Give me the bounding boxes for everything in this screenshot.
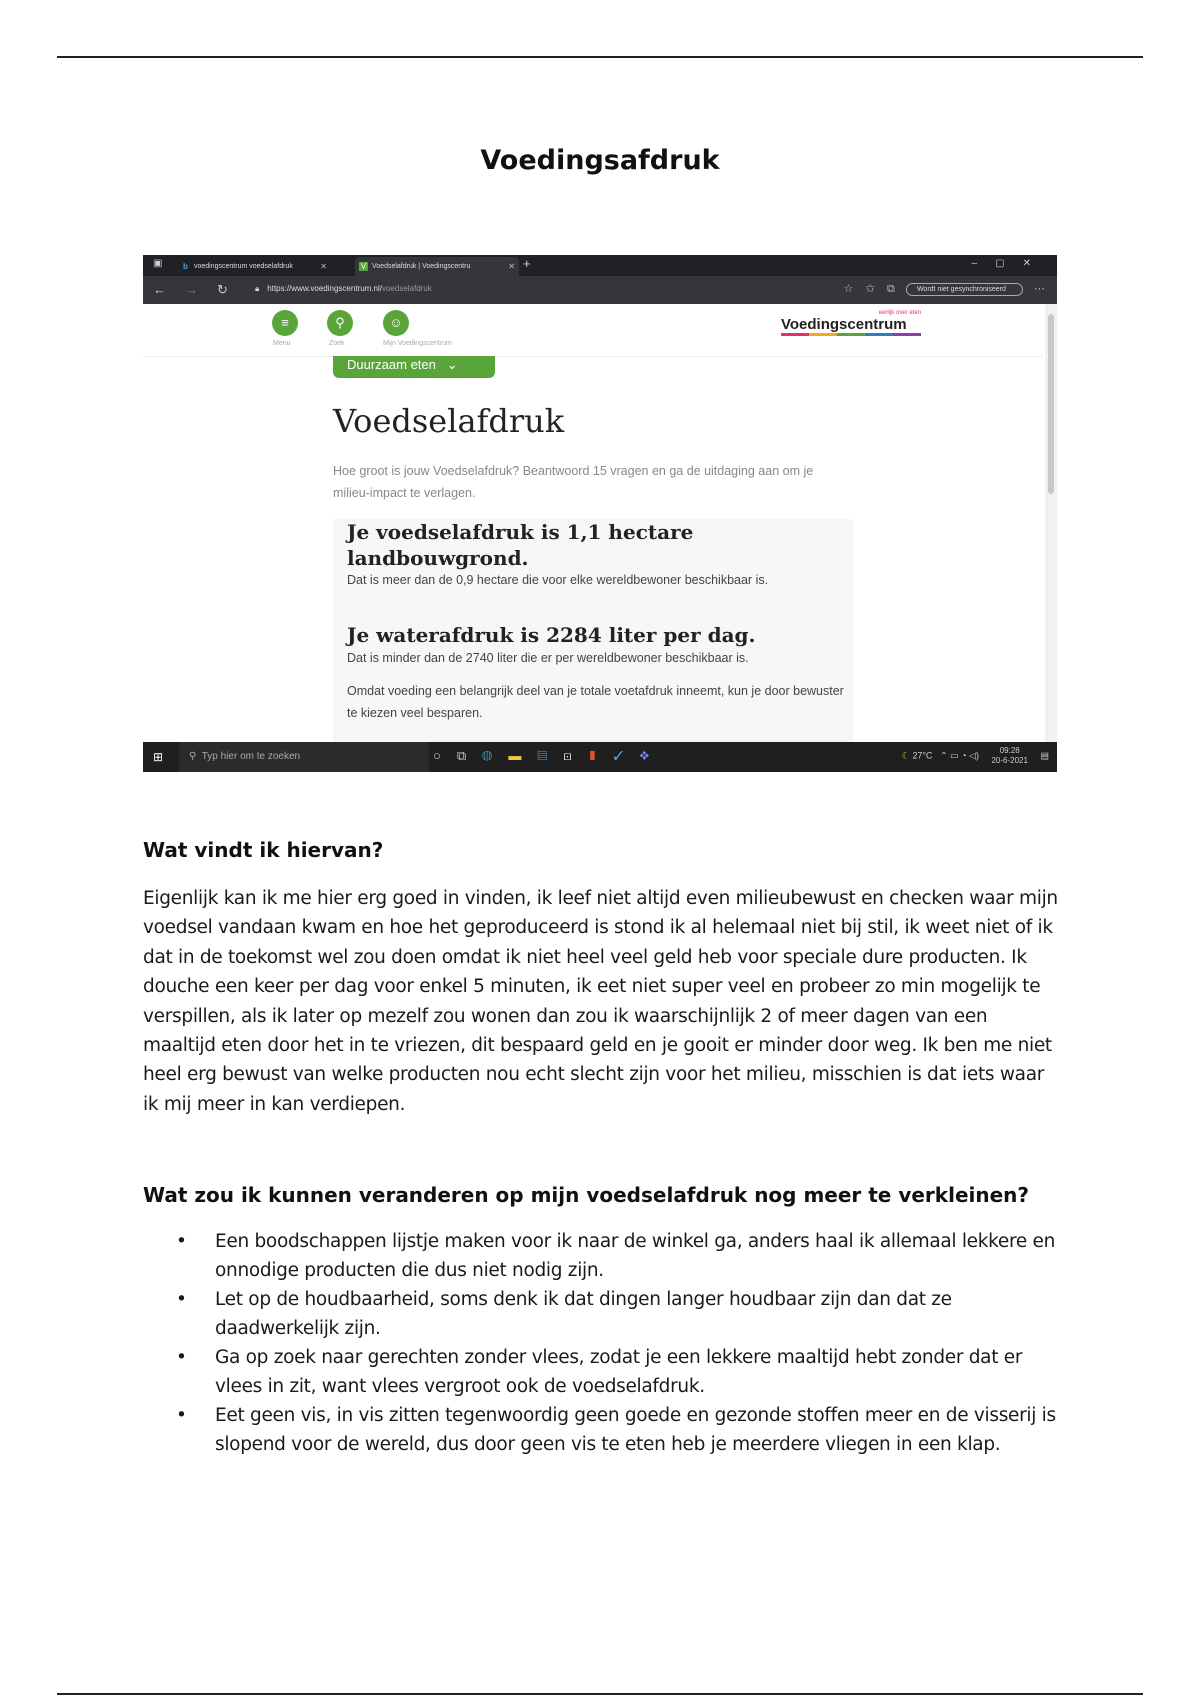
result-heading-land: Je voedselafdruk is 1,1 hectare landbouwgrond.	[347, 520, 694, 570]
office-icon[interactable]: ▮	[587, 748, 614, 763]
tab-actions-icon[interactable]: ▣	[153, 258, 163, 269]
lock-icon: 🔒︎	[255, 284, 260, 293]
chevron-down-icon: ⌄	[446, 357, 458, 372]
taskbar-app-icons[interactable]: ○⧉◍▬▤⊡▮✓❖	[433, 748, 666, 763]
result-text-land: Dat is meer dan de 0,9 hectare die voor elke wereldbewoner beschikbaar is.	[347, 573, 769, 587]
windows-taskbar	[143, 742, 1057, 772]
list-item-text: Ga op zoek naar gerechten zonder vlees, zodat je een lekkere maaltijd hebt zonder dat er vlees in zit, want vlees vergroot ook de voedselafdruk.	[215, 1347, 1023, 1397]
close-icon[interactable]: ✕	[508, 262, 515, 271]
clock-date: 20-6-2021	[991, 756, 1028, 765]
sync-button[interactable]: Wordt niet gesynchroniseerd	[906, 283, 1023, 296]
scrollbar[interactable]	[1045, 304, 1057, 742]
section-text-opinion: Eigenlijk kan ik me hier erg goed in vinden, ik leef niet altijd even milieubewust en checken waar mijn voedsel vandaan kwam en hoe het geproduceerd is stond ik al helemaal niet bij stil, ik weet niet of ik dat in de toekomst wel zou doen omdat ik niet heel veel geld heb voor speciale dure producten. Ik douche een keer per dag voor enkel 5 minuten, ik eet niet super veel en probeer zo min mogelijk te verspillen, als ik later op mezelf zou wonen dan zou ik waarschijnlijk 2 of meer dagen van een maaltijd eten door het in te vriezen, dit bespaard geld en je gooit er minder door weg. Ik ben me niet heel erg bewust van welke producten nou echt slecht zijn voor het milieu, misschien is dat iets waar ik mij meer in kan verdiepen.	[143, 888, 1058, 1115]
clock-time: 09:28	[999, 746, 1020, 755]
favorite-icon[interactable]: ☆	[843, 283, 854, 295]
toolbar-right	[843, 282, 1045, 296]
forward-arrow-icon[interactable]: →	[185, 282, 198, 297]
brand-name: Voedingscentrum	[781, 316, 907, 333]
taskbar-search[interactable]	[179, 742, 429, 772]
site-favicon-icon: V	[360, 261, 367, 271]
system-tray	[902, 746, 1049, 766]
window-controls[interactable]: –▢✕	[971, 258, 1049, 269]
tab-label: voedingscentrum voedselafdruk	[194, 263, 293, 270]
top-rule	[57, 56, 1143, 58]
teams-icon[interactable]: ❖	[639, 748, 666, 763]
favorites-bar-icon[interactable]: ✩	[865, 283, 875, 295]
taskbar-search-placeholder: Typ hier om te zoeken	[201, 751, 301, 762]
dropdown-label: Duurzaam eten	[347, 357, 436, 372]
clock[interactable]	[991, 746, 1027, 766]
result-heading-water: Je waterafdruk is 2284 liter per dag.	[347, 623, 756, 647]
todo-icon[interactable]: ✓	[613, 748, 640, 763]
menu-label: Menu	[273, 340, 291, 347]
mail-icon[interactable]: ▤	[537, 748, 564, 763]
result-text-summary: Omdat voeding een belangrijk deel van je totale voetafdruk inneemt, kun je door bewuster te kiezen veel besparen.	[347, 684, 844, 720]
list-item-text: Een boodschappen lijstje maken voor ik naar de winkel ga, anders haal ik allemaal lekkere en onnodige producten die dus niet nodig zijn.	[215, 1231, 1056, 1281]
bullet-icon: •	[176, 1405, 187, 1426]
store-icon[interactable]: ⊡	[563, 748, 588, 763]
bullet-icon: •	[176, 1347, 187, 1368]
list-item	[143, 1285, 1058, 1343]
site-heading: Voedselafdruk	[333, 402, 565, 440]
search-icon[interactable]: ⚲	[327, 310, 353, 336]
account-label: Mijn Voedingscentrum	[383, 340, 452, 347]
bing-icon: b	[183, 261, 188, 271]
search-icon: ⚲	[189, 751, 197, 762]
document-title: Voedingsafdruk	[480, 145, 720, 176]
new-tab-icon[interactable]: +	[523, 256, 531, 271]
section-heading-opinion: Wat vindt ik hiervan?	[143, 838, 384, 862]
url-field[interactable]	[255, 284, 432, 294]
list-item-text: Let op de houdbaarheid, soms denk ik dat dingen langer houdbaar zijn dan dat ze daadwerkelijk zijn.	[215, 1289, 952, 1339]
changes-list	[143, 1227, 1058, 1459]
user-icon[interactable]: ☺	[383, 310, 409, 336]
collections-icon[interactable]: ⧉	[887, 283, 895, 295]
address-bar	[143, 276, 1057, 304]
section-heading-changes: Wat zou ik kunnen veranderen op mijn voedselafdruk nog meer te verkleinen?	[143, 1183, 1030, 1207]
folder-icon[interactable]: ▬	[508, 748, 538, 763]
browser-tab-1[interactable]	[181, 257, 331, 276]
duurzaam-eten-dropdown[interactable]	[333, 356, 495, 378]
site-header	[143, 304, 1043, 357]
list-item	[143, 1401, 1058, 1459]
embedded-screenshot	[143, 255, 1057, 772]
site-intro: Hoe groot is jouw Voedselafdruk? Beantwoord 15 vragen en ga de uitdaging aan om je milieu-impact te verlagen.	[333, 464, 814, 500]
back-arrow-icon[interactable]: ←	[153, 282, 166, 297]
edge-icon[interactable]: ◍	[482, 748, 509, 763]
refresh-icon[interactable]: ↻	[217, 282, 228, 297]
weather-icon: ☾	[901, 750, 910, 761]
temperature: 27°C	[912, 750, 933, 761]
list-item-text: Eet geen vis, in vis zitten tegenwoordig geen goede en gezonde stoffen meer en de visserij is slopend voor de wereld, dus door geen vis te eten heb je meerdere vliegen in een klap.	[215, 1405, 1056, 1455]
bottom-rule	[57, 1693, 1143, 1695]
url-path: voedselafdruk	[381, 284, 432, 293]
more-icon[interactable]: ⋯	[1034, 283, 1045, 295]
menu-icon[interactable]: ≡	[272, 310, 298, 336]
result-box	[333, 519, 853, 742]
bullet-icon: •	[176, 1231, 187, 1252]
brand-tagline: eerlijk over eten	[878, 310, 921, 316]
notification-icon[interactable]: ▤	[1040, 750, 1049, 761]
windows-start-icon[interactable]: ⊞	[153, 750, 164, 764]
browser-tab-2[interactable]	[355, 257, 519, 276]
result-text-water: Dat is minder dan de 2740 liter die er per wereldbewoner beschikbaar is.	[347, 651, 749, 665]
list-item	[143, 1227, 1058, 1285]
search-label: Zoek	[329, 340, 345, 347]
browser-tab-bar	[143, 255, 1057, 276]
brand-stripe	[781, 333, 921, 336]
scrollbar-thumb[interactable]	[1048, 314, 1054, 494]
close-icon[interactable]: ✕	[320, 262, 327, 271]
bullet-icon: •	[176, 1289, 187, 1310]
tray-icons[interactable]: ⌃ ▭ ◔ ◁)	[940, 750, 979, 761]
brand-logo[interactable]	[781, 310, 921, 336]
list-item	[143, 1343, 1058, 1401]
url-base: https://www.voedingscentrum.nl/	[267, 284, 382, 293]
tab-label: Voedselafdruk | Voedingscentru	[372, 263, 471, 270]
